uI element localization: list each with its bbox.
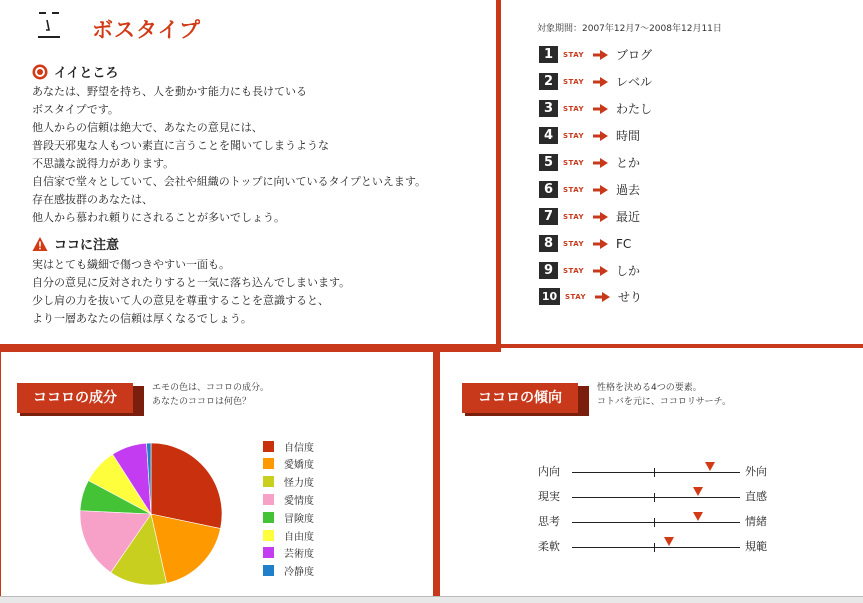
- tendency-marker: [693, 487, 703, 496]
- legend-item: [263, 437, 314, 455]
- divider-bottom-left: [0, 352, 1, 602]
- stay-label: STAY: [563, 212, 585, 221]
- divider-top-vertical: [496, 0, 501, 344]
- legend-swatch: [263, 530, 274, 541]
- ranking-item: [539, 208, 640, 225]
- legend-label: 愛情度: [284, 495, 314, 507]
- arrow-right-icon: [593, 266, 609, 276]
- tendency-center-tick: [654, 468, 655, 477]
- caution-line: 少し肩の力を抜いて人の意見を尊重することを意識すると、: [32, 294, 329, 307]
- stay-label: STAY: [563, 158, 585, 167]
- legend-label: 愛嬌度: [284, 460, 314, 472]
- rank-number: 10: [539, 288, 560, 305]
- tendency-row: [538, 488, 778, 508]
- legend-label: 冷静度: [284, 567, 314, 579]
- target-icon: [32, 64, 48, 80]
- rank-number: 3: [539, 100, 558, 117]
- tendency-left-label: 内向: [538, 465, 560, 478]
- boss-face-icon: [36, 8, 62, 44]
- tendency-marker: [705, 462, 715, 471]
- good-points-text: [32, 83, 426, 227]
- stay-label: STAY: [563, 131, 585, 140]
- caution-line: より一層あなたの信頼は厚くなるでしょう。: [32, 312, 252, 325]
- divider-horizontal-right: [496, 344, 863, 348]
- good-line: 存在感抜群のあなたは、: [32, 193, 153, 206]
- stay-label: STAY: [563, 266, 585, 275]
- components-note: [152, 381, 269, 409]
- rank-word: 過去: [616, 183, 641, 197]
- legend-label: 芸術度: [284, 549, 314, 561]
- tendency-note-line: 性格を決める4つの要素。: [597, 383, 702, 393]
- legend-swatch: [263, 512, 274, 523]
- tendency-center-tick: [654, 543, 655, 552]
- arrow-right-icon: [593, 50, 609, 60]
- ranking-item: [539, 262, 640, 279]
- rank-word: 時間: [616, 129, 641, 143]
- tendency-note: [597, 381, 731, 409]
- arrow-right-icon: [593, 104, 609, 114]
- tendency-banner: ココロの傾向: [462, 383, 578, 413]
- rank-word: レベル: [616, 75, 653, 89]
- good-line: 自信家で堂々としていて、会社や組織のトップに向いているタイプといえます。: [32, 175, 427, 188]
- ranking-item: [539, 127, 640, 144]
- page-title: ボスタイプ: [92, 18, 201, 42]
- arrow-right-icon: [593, 131, 609, 141]
- legend-swatch: [263, 458, 274, 469]
- ranking-item: [539, 73, 652, 90]
- tendency-scale-line: [572, 497, 740, 498]
- rank-word: 最近: [616, 210, 641, 224]
- rank-number: 1: [539, 46, 558, 63]
- stay-label: STAY: [565, 292, 587, 301]
- rank-word: わたし: [616, 102, 653, 116]
- legend-label: 怪力度: [284, 478, 314, 490]
- tendency-right-label: 外向: [745, 465, 767, 478]
- legend-label: 自信度: [284, 442, 314, 454]
- legend-item: [263, 473, 314, 491]
- divider-bottom-vertical: [433, 344, 440, 602]
- rank-number: 7: [539, 208, 558, 225]
- ranking-item: [539, 154, 640, 171]
- rank-number: 2: [539, 73, 558, 90]
- rank-word: FC: [616, 236, 632, 251]
- good-points-heading: [32, 62, 118, 81]
- tendency-center-tick: [654, 518, 655, 527]
- components-note-line: エモの色は、ココロの成分。: [152, 383, 270, 393]
- tendency-row: [538, 513, 778, 533]
- good-line: 普段天邪鬼な人もつい素直に言うことを聞いてしまうような: [32, 139, 329, 152]
- caution-title: ココに注意: [54, 238, 120, 253]
- arrow-right-icon: [593, 185, 609, 195]
- caution-line: 実はとても繊細で傷つきやすい一面も。: [32, 258, 230, 271]
- arrow-right-icon: [593, 212, 609, 222]
- tendency-row: [538, 463, 778, 483]
- caution-heading: [32, 234, 119, 253]
- legend-item: [263, 544, 314, 562]
- rank-number: 4: [539, 127, 558, 144]
- warning-icon: [32, 236, 48, 252]
- legend-item: [263, 562, 314, 580]
- legend-item: [263, 508, 314, 526]
- components-pie-chart: [78, 441, 224, 587]
- tendency-left-label: 現実: [538, 490, 560, 503]
- legend-item: [263, 526, 314, 544]
- ranking-item: [539, 181, 640, 198]
- tendency-scale-line: [572, 547, 740, 548]
- arrow-right-icon: [593, 77, 609, 87]
- tendency-note-line: コトバを元に、ココロリサーチ。: [597, 397, 732, 407]
- good-line: 不思議な説得力があります。: [32, 157, 175, 170]
- tendency-left-label: 思考: [538, 515, 560, 528]
- caution-text: [32, 256, 350, 328]
- stay-label: STAY: [563, 104, 585, 113]
- good-points-title: イイところ: [54, 66, 119, 81]
- rank-word: とか: [616, 156, 641, 170]
- ranking-item: [539, 235, 631, 252]
- ranking-item: [539, 100, 652, 117]
- stay-label: STAY: [563, 185, 585, 194]
- tendency-marker: [664, 537, 674, 546]
- tendency-right-label: 情緒: [745, 515, 767, 528]
- stay-label: STAY: [563, 239, 585, 248]
- legend-swatch: [263, 547, 274, 558]
- tendency-marker: [693, 512, 703, 521]
- tendency-right-label: 直感: [745, 490, 767, 503]
- stay-label: STAY: [563, 77, 585, 86]
- rank-number: 5: [539, 154, 558, 171]
- caution-line: 自分の意見に反対されたりすると一気に落ち込んでしまいます。: [32, 276, 351, 289]
- tendency-scale-line: [572, 472, 740, 473]
- legend-label: 自由度: [284, 531, 314, 543]
- rank-number: 9: [539, 262, 558, 279]
- good-line: 他人からの信頼は絶大で、あなたの意見には、: [32, 121, 263, 134]
- legend-item: [263, 455, 314, 473]
- tendency-scale-line: [572, 522, 740, 523]
- rank-word: しか: [616, 264, 641, 278]
- tendency-right-label: 規範: [745, 540, 767, 553]
- ranking-item: [539, 288, 642, 305]
- tendency-center-tick: [654, 493, 655, 502]
- rank-word: ブログ: [616, 48, 653, 62]
- period-label: 対象期間：2007年12月7～2008年12月11日: [537, 24, 722, 34]
- tendency-left-label: 柔軟: [538, 540, 560, 553]
- divider-horizontal-left: [0, 344, 501, 352]
- good-line: 他人から慕われ頼りにされることが多いでしょう。: [32, 211, 285, 224]
- good-line: あなたは、野望を持ち、人を動かす能力にも長けている: [32, 85, 307, 98]
- legend-swatch: [263, 494, 274, 505]
- arrow-right-icon: [595, 292, 611, 302]
- ranking-item: [539, 46, 652, 63]
- components-banner: ココロの成分: [17, 383, 133, 413]
- pie-slice-自信度: [151, 443, 222, 529]
- legend-swatch: [263, 565, 274, 576]
- legend-label: 冒険度: [284, 513, 314, 525]
- legend-item: [263, 490, 314, 508]
- arrow-right-icon: [593, 158, 609, 168]
- tendency-row: [538, 538, 778, 558]
- legend-swatch: [263, 476, 274, 487]
- rank-number: 8: [539, 235, 558, 252]
- stay-label: STAY: [563, 50, 585, 59]
- rank-word: せり: [618, 290, 643, 304]
- legend-swatch: [263, 441, 274, 452]
- arrow-right-icon: [593, 239, 609, 249]
- good-line: ボスタイプです。: [32, 103, 119, 116]
- rank-number: 6: [539, 181, 558, 198]
- components-note-line: あなたのココロは何色？: [152, 397, 252, 407]
